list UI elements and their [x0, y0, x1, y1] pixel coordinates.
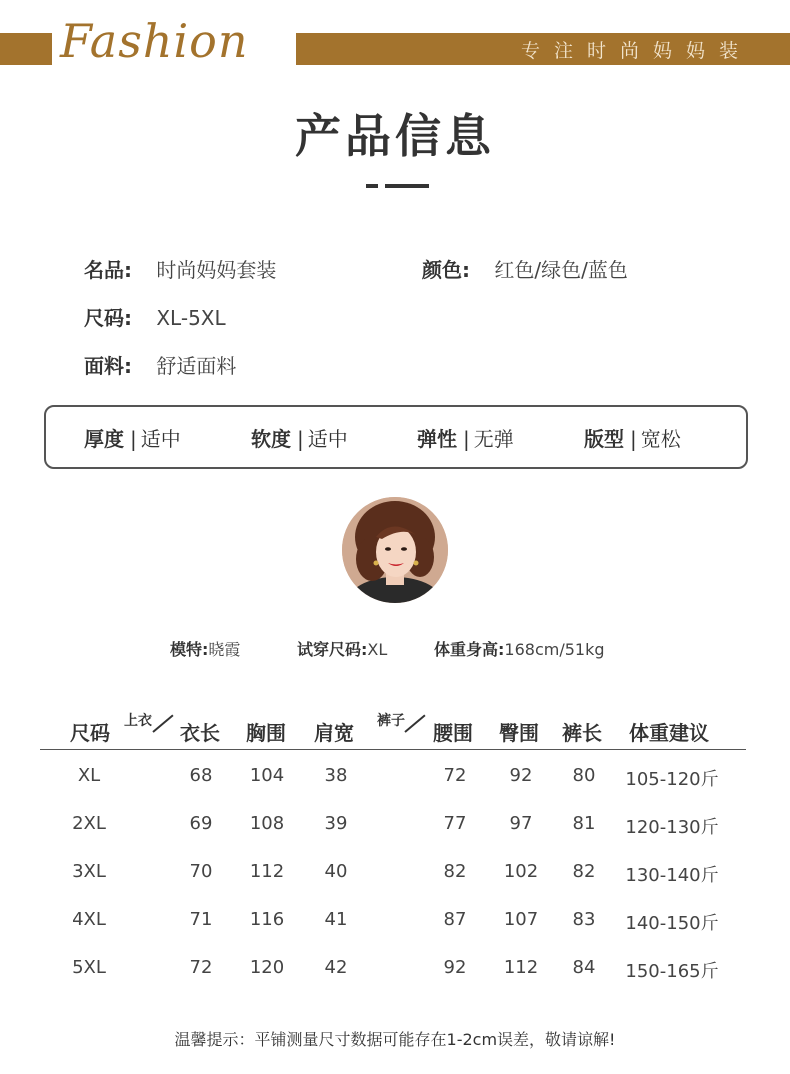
info-size	[84, 302, 226, 331]
header-bar-left	[0, 33, 52, 65]
table-cell-shoulder: 40	[324, 861, 348, 882]
table-cell-weight: 150-165斤	[625, 961, 719, 982]
th-weight: 体重建议	[629, 721, 709, 745]
table-cell-length: 72	[189, 957, 213, 978]
table-cell-chest: 116	[249, 909, 285, 930]
info-color	[422, 254, 628, 283]
table-cell-size: 5XL	[72, 957, 106, 978]
table-cell-chest: 120	[249, 957, 285, 978]
table-cell-pants-length: 80	[572, 765, 596, 786]
info-name-value: 时尚妈妈套装	[156, 258, 277, 282]
info-size-value: XL-5XL	[156, 306, 226, 330]
th-pants-slash	[404, 715, 425, 733]
title-divider-short	[366, 184, 378, 188]
model-body-value: 168cm/51kg	[504, 640, 605, 659]
info-size-key: 尺码:	[84, 306, 132, 330]
table-cell-shoulder: 39	[324, 813, 348, 834]
table-cell-waist: 82	[443, 861, 467, 882]
measurement-note: 温馨提示：平铺测量尺寸数据可能存在1-2cm误差，敬请谅解!	[174, 1030, 616, 1049]
table-header-divider	[40, 749, 746, 750]
model-try-size-key: 试穿尺码:	[297, 640, 368, 659]
th-pants-length: 裤长	[562, 721, 602, 745]
table-cell-hip: 102	[503, 861, 539, 882]
model-portrait-icon	[342, 497, 448, 603]
table-cell-weight: 105-120斤	[625, 769, 719, 790]
table-cell-chest: 112	[249, 861, 285, 882]
model-name	[170, 637, 240, 660]
th-pants-group: 裤子	[377, 713, 405, 729]
table-cell-waist: 72	[443, 765, 467, 786]
info-fabric-key: 面料:	[84, 354, 132, 378]
table-cell-weight: 130-140斤	[625, 865, 719, 886]
th-chest: 胸围	[246, 721, 286, 745]
th-size: 尺码	[70, 721, 110, 745]
table-cell-weight: 120-130斤	[625, 817, 719, 838]
page-title: 产品信息	[295, 109, 495, 163]
model-name-value: 晓霞	[208, 640, 241, 659]
attr-fit: 版型 | 宽松	[584, 427, 681, 451]
attr-softness: 软度 | 适中	[251, 427, 348, 451]
table-cell-size: 2XL	[72, 813, 106, 834]
attr-elasticity: 弹性 | 无弹	[417, 427, 514, 451]
table-cell-pants-length: 81	[572, 813, 596, 834]
th-shoulder: 肩宽	[314, 721, 354, 745]
model-name-key: 模特:	[170, 640, 209, 659]
info-name-key: 名品:	[84, 258, 132, 282]
table-cell-weight: 140-150斤	[625, 913, 719, 934]
table-cell-size: 4XL	[72, 909, 106, 930]
table-cell-shoulder: 38	[324, 765, 348, 786]
attr-thickness: 厚度 | 适中	[84, 427, 181, 451]
table-cell-length: 70	[189, 861, 213, 882]
model-body-key: 体重身高:	[434, 640, 505, 659]
info-fabric	[84, 350, 236, 379]
attr-elasticity-key: 弹性	[417, 427, 457, 451]
th-waist: 腰围	[433, 721, 473, 745]
model-avatar	[342, 497, 448, 603]
table-cell-shoulder: 42	[324, 957, 348, 978]
info-color-value: 红色/绿色/蓝色	[494, 258, 628, 282]
attr-fit-key: 版型	[584, 427, 624, 451]
attr-softness-value: 适中	[307, 427, 348, 451]
table-cell-waist: 77	[443, 813, 467, 834]
table-cell-shoulder: 41	[324, 909, 348, 930]
table-cell-pants-length: 83	[572, 909, 596, 930]
table-cell-length: 71	[189, 909, 213, 930]
table-cell-size: XL	[77, 765, 101, 786]
table-cell-length: 69	[189, 813, 213, 834]
table-cell-hip: 92	[509, 765, 533, 786]
attr-fit-value: 宽松	[640, 427, 681, 451]
model-try-size	[297, 637, 387, 660]
table-cell-pants-length: 82	[572, 861, 596, 882]
model-try-size-value: XL	[367, 640, 388, 659]
table-cell-hip: 112	[503, 957, 539, 978]
th-top-slash	[152, 715, 173, 733]
model-body	[434, 637, 605, 660]
table-cell-hip: 97	[509, 813, 533, 834]
brand-slogan: 专注时尚妈妈装	[520, 40, 752, 62]
table-cell-size: 3XL	[72, 861, 106, 882]
info-name	[84, 254, 276, 283]
table-cell-chest: 104	[249, 765, 285, 786]
attr-elasticity-value: 无弹	[473, 427, 514, 451]
th-length: 衣长	[180, 721, 220, 745]
th-hip: 臀围	[499, 721, 539, 745]
table-cell-length: 68	[189, 765, 213, 786]
brand-logo: Fashion	[60, 14, 249, 68]
table-cell-hip: 107	[503, 909, 539, 930]
attr-softness-key: 软度	[251, 427, 291, 451]
title-divider-long	[385, 184, 429, 188]
table-cell-pants-length: 84	[572, 957, 596, 978]
attr-thickness-key: 厚度	[84, 427, 124, 451]
info-fabric-value: 舒适面料	[156, 354, 237, 378]
th-top-group: 上衣	[124, 713, 152, 729]
table-cell-chest: 108	[249, 813, 285, 834]
table-cell-waist: 92	[443, 957, 467, 978]
table-cell-waist: 87	[443, 909, 467, 930]
attr-thickness-value: 适中	[140, 427, 181, 451]
info-color-key: 颜色:	[422, 258, 470, 282]
